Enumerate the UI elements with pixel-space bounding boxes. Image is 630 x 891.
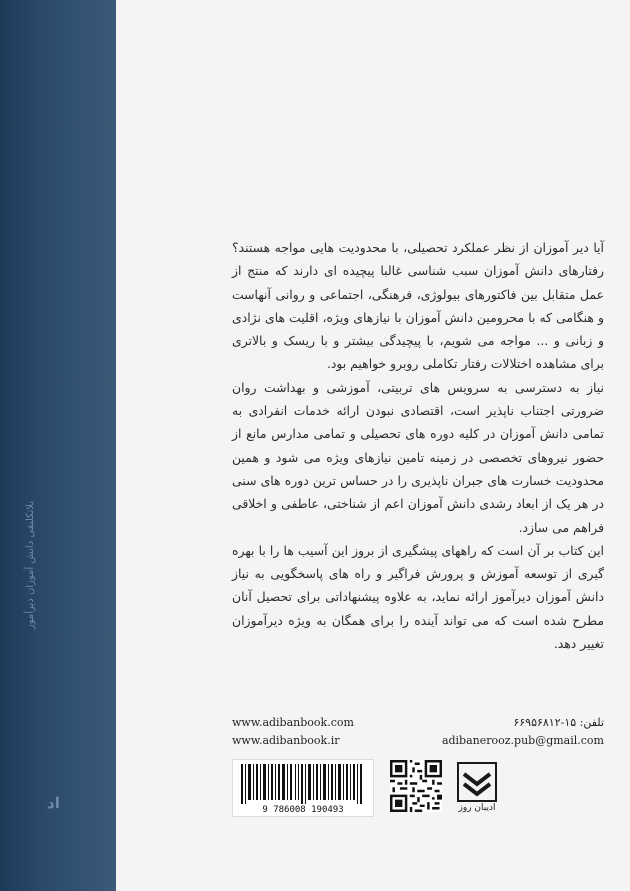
isbn-number: 9 786008 190493 bbox=[262, 805, 344, 815]
blurb-text bbox=[232, 236, 604, 655]
contact-block bbox=[232, 716, 604, 750]
isbn-barcode bbox=[232, 759, 374, 817]
spine-title: بلاتکلیفی دانش آموزان دیرآموز bbox=[25, 500, 36, 630]
publisher-logo-icon bbox=[457, 762, 497, 802]
blurb-paragraph-3: این کتاب بر آن است که راههای پیشگیری از بروز این آسیب ها را با بهره گیری از توسعه آموزش و پرورش فراگیر و راه های پاسخگویی به نیاز دانش آموزان دیرآموز ارائه نماید، به علاوه پیشنهاداتی برای تحصیل آنان مطرح شده است که می تواند آینده را برای همگان به ویژه دیرآموزان تغییر دهد. bbox=[232, 542, 604, 652]
website-link-com: www.adibanbook.com bbox=[232, 716, 354, 729]
blurb-paragraph-2: نیاز به دسترسی به سرویس های تربیتی، آموزشی و بهداشت روان ضرورتی اجتناب ناپذیر است، اقتصادی نبودن ارائه خدمات انفرادی به تمامی دانش آموزان در کلیه دوره های تحصیلی و تمامی مدارس مانع از حضور نیروهای تخصصی در زمینه تامین نیازهای ویژه می شود و همین محدودیت خسارت های جبران ناپذیری را در حساس ترین دوره های سنی در هر یک از ابعاد رشدی دانش آموزان اعم از شناختی، عاطفی و اخلاقی فراهم می سازد. bbox=[232, 379, 604, 535]
barcode-bars-icon bbox=[241, 764, 365, 804]
publisher-name: ادیبان روز bbox=[458, 803, 496, 813]
blurb-paragraph-1: آیا دیر آموزان از نظر عملکرد تحصیلی، با محدودیت هایی مواجه هستند؟ رفتارهای دانش آموزان سبب شناسی غالبا پیچیده ای دارند که منتج از عمل متقابل بین فاکتورهای بیولوژی، فرهنگی، اجتماعی و روانی آنهاست و هنگامی که با محرومین دانش آموزان با نیازهای ویژه، اقلیت های نژادی و زبانی و ... مواجه می شویم، با پیچیدگی بیشتر و با ریسک و بالاتری برای مشاهده اختلالات رفتار تکاملی روبرو خواهیم بود. bbox=[232, 240, 604, 372]
book-spine bbox=[0, 0, 116, 891]
spine-logo: ا‌د bbox=[47, 794, 60, 812]
qr-code-icon bbox=[390, 760, 442, 812]
phone-number: تلفن: ۱۵-۶۶۹۵۶۸۱۲ bbox=[513, 716, 604, 729]
email-address: adibanerooz.pub@gmail.com bbox=[441, 734, 604, 747]
website-link-ir: www.adibanbook.ir bbox=[232, 734, 340, 747]
